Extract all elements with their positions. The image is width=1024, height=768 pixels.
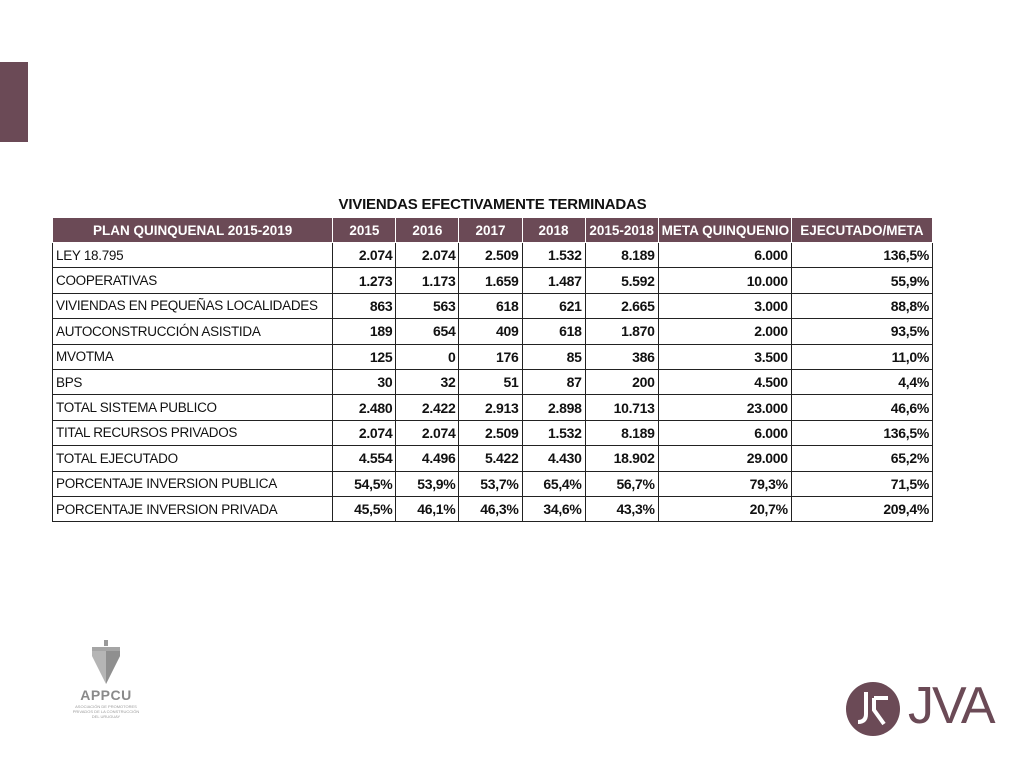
table-cell: 43,3% — [585, 496, 658, 521]
table-cell: 4.430 — [522, 446, 585, 471]
table-cell: 618 — [522, 319, 585, 344]
row-label: TOTAL SISTEMA PUBLICO — [53, 395, 333, 420]
row-label: COOPERATIVAS — [53, 268, 333, 293]
table-cell: 618 — [459, 293, 522, 318]
row-label: BPS — [53, 369, 333, 394]
table-row — [53, 395, 933, 420]
table-cell: 136,5% — [791, 420, 932, 445]
table-cell: 3.000 — [658, 293, 791, 318]
table-body — [53, 243, 933, 522]
table-cell: 6.000 — [658, 420, 791, 445]
table-cell: 1.273 — [333, 268, 396, 293]
table-cell: 409 — [459, 319, 522, 344]
table-row — [53, 369, 933, 394]
table-cell: 136,5% — [791, 243, 932, 268]
table-cell: 621 — [522, 293, 585, 318]
table-cell: 4.554 — [333, 446, 396, 471]
table-cell: 88,8% — [791, 293, 932, 318]
row-label: TITAL RECURSOS PRIVADOS — [53, 420, 333, 445]
header-meta-quinquenio: META QUINQUENIO — [658, 218, 791, 243]
table-cell: 56,7% — [585, 471, 658, 496]
table-cell: 1.659 — [459, 268, 522, 293]
table-cell: 2.000 — [658, 319, 791, 344]
table-cell: 863 — [333, 293, 396, 318]
table-cell: 386 — [585, 344, 658, 369]
table-cell: 200 — [585, 369, 658, 394]
table-cell: 2.480 — [333, 395, 396, 420]
table-cell: 20,7% — [658, 496, 791, 521]
table-cell: 2.509 — [459, 420, 522, 445]
table-cell: 8.189 — [585, 420, 658, 445]
table-row — [53, 446, 933, 471]
table-header-row — [53, 218, 933, 243]
table-cell: 32 — [396, 369, 459, 394]
table-cell: 1.532 — [522, 243, 585, 268]
table-cell: 176 — [459, 344, 522, 369]
table-cell: 563 — [396, 293, 459, 318]
table-cell: 1.870 — [585, 319, 658, 344]
table-cell: 10.000 — [658, 268, 791, 293]
appcu-subtitle: ASOCIACIÓN DE PROMOTORES PRIVADOS DE LA CONSTRUCCIÓN DEL URUGUAY — [72, 704, 140, 719]
table-cell: 18.902 — [585, 446, 658, 471]
table-cell: 46,3% — [459, 496, 522, 521]
table-row — [53, 319, 933, 344]
table-cell: 2.898 — [522, 395, 585, 420]
row-label: LEY 18.795 — [53, 243, 333, 268]
appcu-logo — [66, 640, 146, 724]
table-row — [53, 496, 933, 521]
jva-circle-mark — [844, 680, 902, 738]
table-cell: 2.665 — [585, 293, 658, 318]
table-cell: 1.487 — [522, 268, 585, 293]
jva-logo — [844, 676, 994, 746]
table-cell: 8.189 — [585, 243, 658, 268]
table-cell: 79,3% — [658, 471, 791, 496]
housing-table — [52, 217, 933, 522]
table-cell: 55,9% — [791, 268, 932, 293]
row-label: PORCENTAJE INVERSION PRIVADA — [53, 496, 333, 521]
table-cell: 93,5% — [791, 319, 932, 344]
appcu-name: APPCU — [80, 687, 132, 703]
table-cell: 29.000 — [658, 446, 791, 471]
table-cell: 4.500 — [658, 369, 791, 394]
header-2017: 2017 — [459, 218, 522, 243]
accent-bar — [0, 62, 28, 142]
header-2015: 2015 — [333, 218, 396, 243]
table-cell: 5.592 — [585, 268, 658, 293]
table-cell: 85 — [522, 344, 585, 369]
table-cell: 2.074 — [396, 243, 459, 268]
table-cell: 23.000 — [658, 395, 791, 420]
table-cell: 65,4% — [522, 471, 585, 496]
table-cell: 2.509 — [459, 243, 522, 268]
table-cell: 3.500 — [658, 344, 791, 369]
table-cell: 5.422 — [459, 446, 522, 471]
header-2015-2018: 2015-2018 — [585, 218, 658, 243]
table-cell: 4.496 — [396, 446, 459, 471]
table-cell: 87 — [522, 369, 585, 394]
table-cell: 2.422 — [396, 395, 459, 420]
header-ejecutado-meta: EJECUTADO/META — [791, 218, 932, 243]
table-cell: 209,4% — [791, 496, 932, 521]
appcu-plumb-icon — [88, 640, 124, 686]
table-cell: 71,5% — [791, 471, 932, 496]
table-cell: 2.913 — [459, 395, 522, 420]
table-cell: 46,6% — [791, 395, 932, 420]
row-label: MVOTMA — [53, 344, 333, 369]
table-cell: 34,6% — [522, 496, 585, 521]
table-row — [53, 268, 933, 293]
table-cell: 65,2% — [791, 446, 932, 471]
table-cell: 45,5% — [333, 496, 396, 521]
header-2018: 2018 — [522, 218, 585, 243]
table-cell: 189 — [333, 319, 396, 344]
table-cell: 10.713 — [585, 395, 658, 420]
table-row — [53, 471, 933, 496]
table-cell: 2.074 — [396, 420, 459, 445]
row-label: VIVIENDAS EN PEQUEÑAS LOCALIDADES — [53, 293, 333, 318]
table-cell: 6.000 — [658, 243, 791, 268]
table-row — [53, 243, 933, 268]
table-cell: 30 — [333, 369, 396, 394]
table-cell: 2.074 — [333, 243, 396, 268]
jva-name: JVA — [908, 677, 994, 735]
table-cell: 4,4% — [791, 369, 932, 394]
table-cell: 654 — [396, 319, 459, 344]
table-row — [53, 344, 933, 369]
row-label: TOTAL EJECUTADO — [53, 446, 333, 471]
table-row — [53, 420, 933, 445]
table-cell: 125 — [333, 344, 396, 369]
table-cell: 11,0% — [791, 344, 932, 369]
row-label: PORCENTAJE INVERSION PUBLICA — [53, 471, 333, 496]
table-cell: 54,5% — [333, 471, 396, 496]
row-label: AUTOCONSTRUCCIÓN ASISTIDA — [53, 319, 333, 344]
header-2016: 2016 — [396, 218, 459, 243]
table-row — [53, 293, 933, 318]
header-plan: PLAN QUINQUENAL 2015-2019 — [53, 218, 333, 243]
table-cell: 0 — [396, 344, 459, 369]
table-cell: 1.173 — [396, 268, 459, 293]
table-cell: 53,7% — [459, 471, 522, 496]
table-title: VIVIENDAS EFECTIVAMENTE TERMINADAS — [338, 196, 647, 213]
table-cell: 46,1% — [396, 496, 459, 521]
table-cell: 53,9% — [396, 471, 459, 496]
table-cell: 2.074 — [333, 420, 396, 445]
table-cell: 51 — [459, 369, 522, 394]
table-cell: 1.532 — [522, 420, 585, 445]
